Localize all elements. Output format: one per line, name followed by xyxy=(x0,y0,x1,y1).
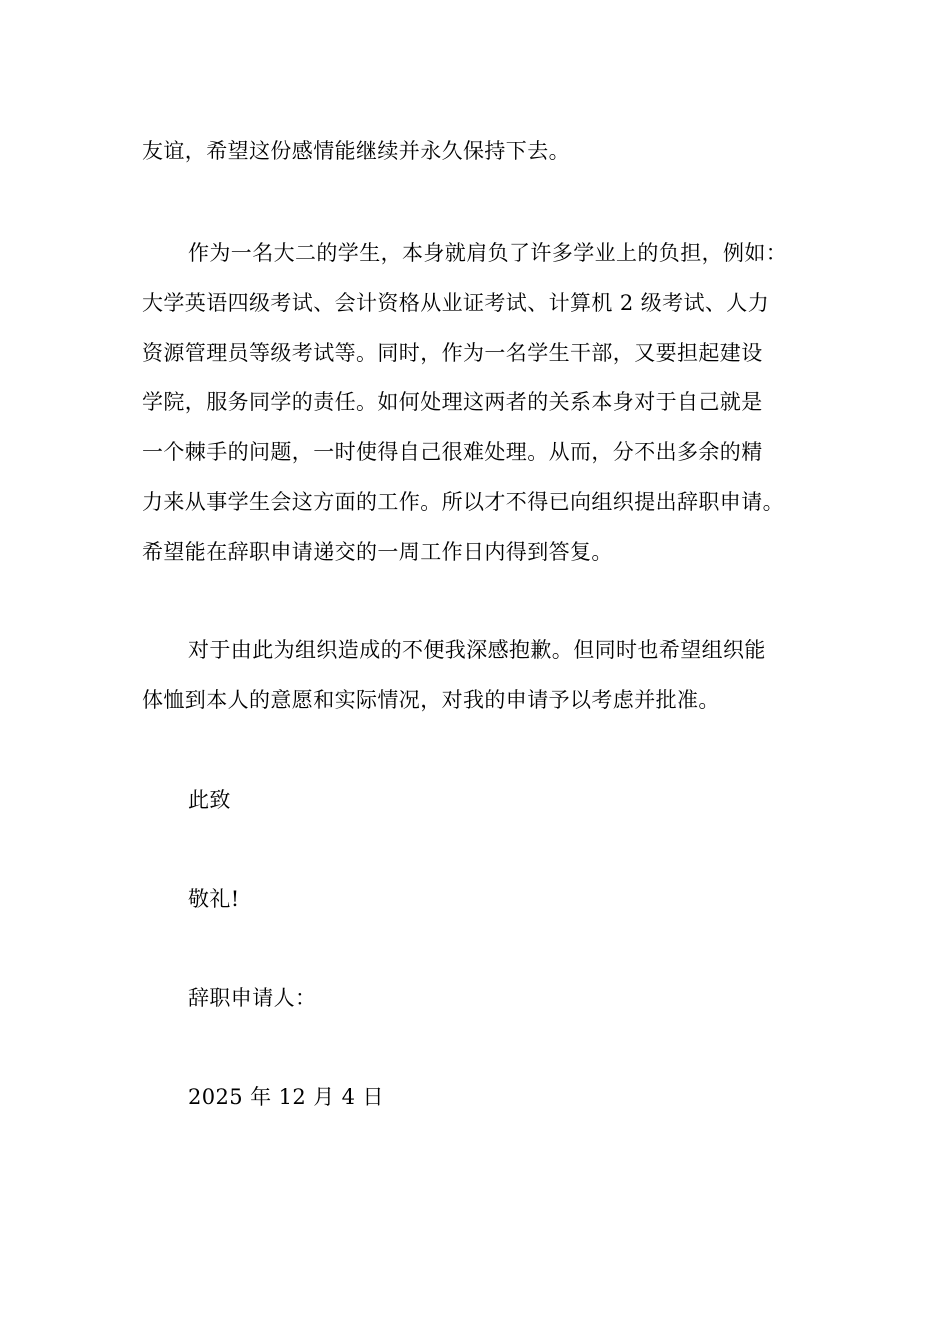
paragraph-2-line-2: 大学英语四级考试、会计资格从业证考试、计算机 2 级考试、人力 xyxy=(142,291,770,315)
paragraph-2-line-7: 希望能在辞职申请递交的一周工作日内得到答复。 xyxy=(142,540,613,564)
paragraph-2-line-3: 资源管理员等级考试等。同时，作为一名学生干部，又要担起建设 xyxy=(142,341,763,365)
paragraph-3-line-2: 体恤到本人的意愿和实际情况，对我的申请予以考虑并批准。 xyxy=(142,688,720,712)
date: 2025 年 12 月 4 日 xyxy=(188,1085,384,1109)
paragraph-2-line-5: 一个棘手的问题，一时使得自己很难处理。从而，分不出多余的精 xyxy=(142,440,763,464)
paragraph-2-line-6: 力来从事学生会这方面的工作。所以才不得已向组织提出辞职申请。 xyxy=(142,490,784,514)
paragraph-2-line-4: 学院，服务同学的责任。如何处理这两者的关系本身对于自己就是 xyxy=(142,390,763,414)
paragraph-1-line-1: 友谊，希望这份感情能继续并永久保持下去。 xyxy=(142,139,570,163)
regards: 敬礼! xyxy=(188,887,240,911)
paragraph-2-line-1: 作为一名大二的学生，本身就肩负了许多学业上的负担，例如： xyxy=(188,241,788,265)
salutation: 此致 xyxy=(188,788,231,812)
paragraph-3-line-1: 对于由此为组织造成的不便我深感抱歉。但同时也希望组织能 xyxy=(188,638,766,662)
applicant-label: 辞职申请人： xyxy=(188,986,317,1010)
